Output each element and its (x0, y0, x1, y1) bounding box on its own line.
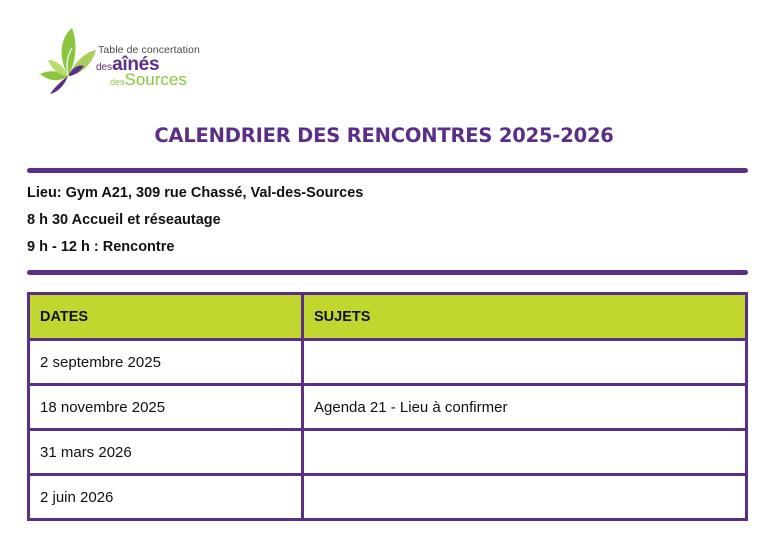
date-cell: 2 juin 2026 (29, 475, 303, 520)
table-row (29, 340, 747, 385)
meeting-time-line: 9 h - 12 h : Rencontre (27, 239, 175, 255)
table-row (29, 385, 747, 430)
divider-bottom (27, 270, 748, 275)
welcome-time-line: 8 h 30 Accueil et réseautage (27, 212, 221, 228)
page-title: CALENDRIER DES RENCONTRES 2025-2026 (154, 124, 614, 147)
divider-top (27, 168, 748, 173)
date-cell: 2 septembre 2025 (29, 340, 303, 385)
sujet-cell: Agenda 21 - Lieu à confirmer (303, 385, 747, 430)
column-header-sujets: SUJETS (303, 294, 747, 340)
butterfly-leaves-icon (38, 26, 100, 98)
sujet-cell (303, 340, 747, 385)
sujet-cell (303, 475, 747, 520)
table-row (29, 430, 747, 475)
location-line: Lieu: Gym A21, 309 rue Chassé, Val-des-Sources (27, 185, 364, 201)
logo-tagline: Table de concertation (98, 44, 200, 56)
date-cell: 31 mars 2026 (29, 430, 303, 475)
table-header-row (29, 294, 747, 340)
logo-des-small: des (96, 62, 113, 73)
column-header-dates: DATES (29, 294, 303, 340)
calendar-table (27, 292, 748, 521)
sujet-cell (303, 430, 747, 475)
date-cell: 18 novembre 2025 (29, 385, 303, 430)
logo-sources-word: Sources (124, 70, 187, 89)
organization-logo (38, 26, 228, 98)
logo-des-small-2: des (110, 77, 125, 87)
logo-aines-word: aînés (112, 54, 160, 75)
logo-sources (110, 70, 187, 90)
table-row (29, 475, 747, 520)
